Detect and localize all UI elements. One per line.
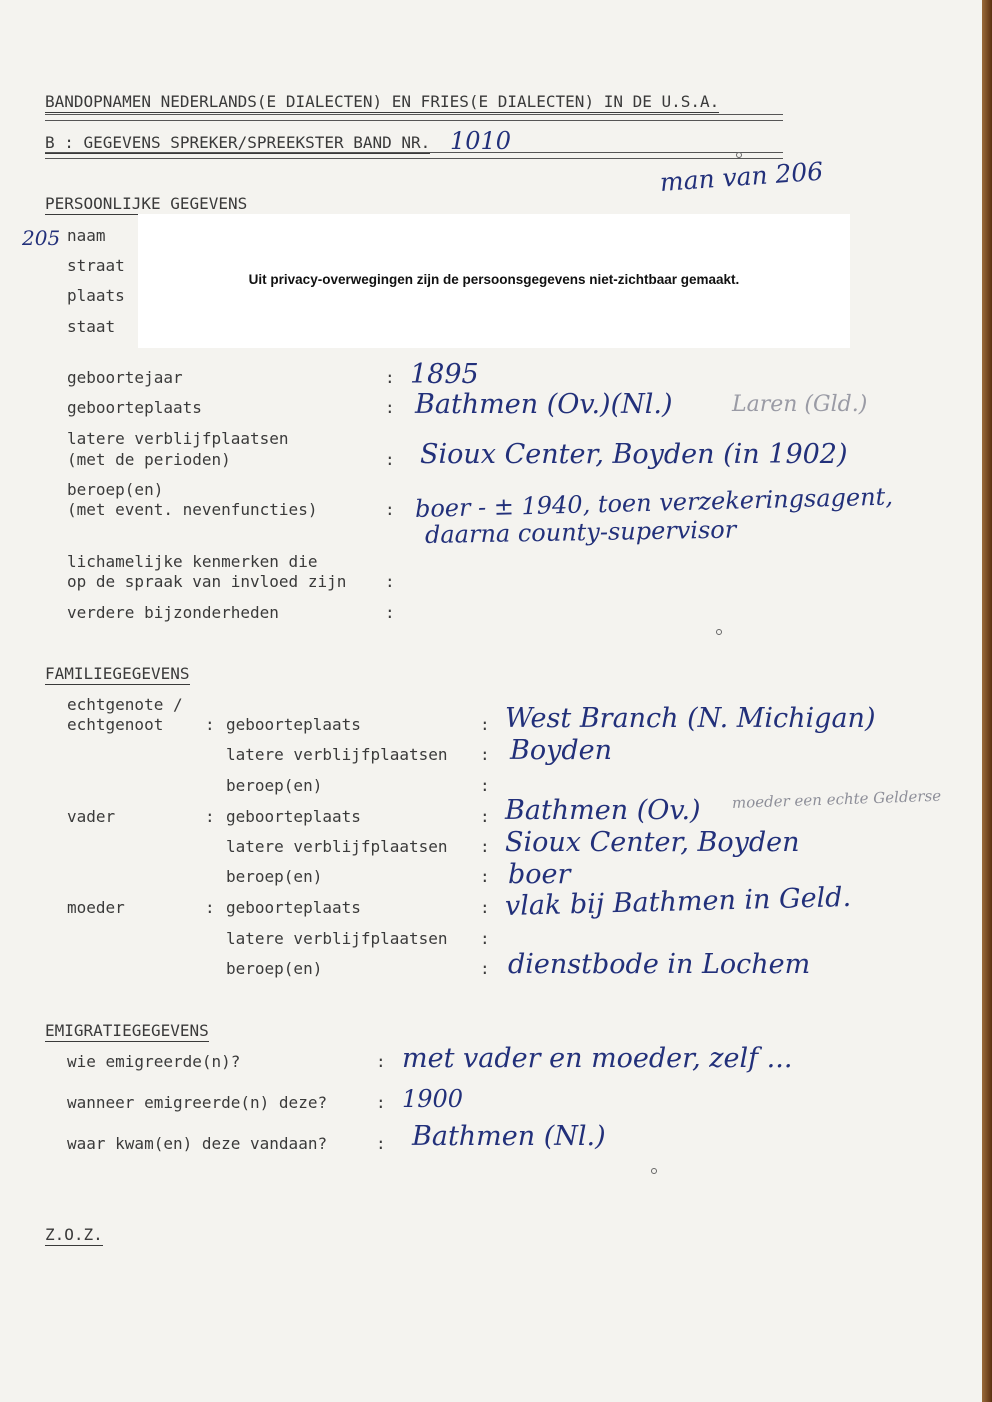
privacy-redaction-box [138, 214, 850, 348]
colon: : [385, 500, 395, 519]
colon: : [376, 1134, 386, 1153]
colon: : [385, 398, 395, 417]
label-waar: waar kwam(en) deze vandaan? [67, 1134, 328, 1153]
corner-handwritten-note: man van 206 [658, 156, 825, 197]
subtitle-double-rule [45, 152, 783, 159]
value-geboorteplaats-extra: Laren (Gld.) [732, 392, 868, 417]
value-vader-latere: Sioux Center, Boyden [505, 827, 800, 858]
footer-zoz [45, 1225, 103, 1245]
label-moeder-latere: latere verblijfplaatsen [226, 929, 448, 948]
label-vader-geboorteplaats: geboorteplaats [226, 807, 361, 826]
label-spouse-1: echtgenote / [67, 695, 183, 714]
value-beroep-2: daarna county-supervisor [424, 515, 737, 549]
label-wie: wie emigreerde(n)? [67, 1052, 241, 1071]
value-geboortejaar: 1895 [410, 359, 479, 390]
label-latere-2: (met de perioden) [67, 450, 231, 469]
colon: : [480, 715, 490, 734]
label-lichamelijk-1: lichamelijke kenmerken die [67, 552, 318, 571]
punch-mark [736, 152, 742, 158]
colon: : [385, 368, 395, 387]
label-beroep-1: beroep(en) [67, 480, 164, 499]
label-spouse-beroep: beroep(en) [226, 776, 323, 795]
value-waar: Bathmen (Nl.) [412, 1121, 606, 1152]
colon: : [376, 1093, 386, 1112]
label-moeder: moeder [67, 898, 125, 917]
label-plaats: plaats [67, 286, 125, 305]
value-wie: met vader en moeder, zelf ... [402, 1043, 793, 1074]
label-geboortejaar: geboortejaar [67, 368, 183, 387]
section-heading-emigration [45, 1021, 209, 1041]
value-vader-beroep: boer [508, 859, 571, 890]
value-moeder-geboorteplaats: vlak bij Bathmen in Geld. [504, 881, 852, 922]
label-vader-latere: latere verblijfplaatsen [226, 837, 448, 856]
section-heading-personal [45, 194, 247, 214]
value-vader-geboorteplaats: Bathmen (Ov.) [505, 795, 701, 826]
label-moeder-geboorteplaats: geboorteplaats [226, 898, 361, 917]
colon: : [480, 807, 490, 826]
privacy-notice: Uit privacy-overwegingen zijn de persoonsgegevens niet-zichtbaar gemaakt. [248, 272, 740, 287]
colon: : [385, 572, 395, 591]
value-geboorteplaats: Bathmen (Ov.)(Nl.) [415, 389, 673, 420]
family-heading-text: FAMILIEGEGEVENS [45, 664, 190, 683]
value-latere: Sioux Center, Boyden (in 1902) [420, 439, 848, 470]
paper-edge [982, 0, 992, 1402]
value-spouse-latere: Boyden [510, 735, 613, 766]
document-title [45, 92, 719, 112]
emigration-heading-text: EMIGRATIEGEGEVENS [45, 1021, 209, 1040]
value-wanneer: 1900 [402, 1085, 464, 1113]
margin-number: 205 [22, 226, 61, 250]
colon: : [480, 837, 490, 856]
colon: : [376, 1052, 386, 1071]
colon: : [385, 450, 395, 469]
punch-mark [716, 629, 722, 635]
value-beroep-1: boer - ± 1940, toen verzekeringsagent, [414, 482, 894, 523]
label-geboorteplaats: geboorteplaats [67, 398, 202, 417]
document-subtitle [45, 133, 430, 153]
value-vader-note: moeder een echte Gelderse [731, 786, 942, 812]
colon: : [480, 929, 490, 948]
label-beroep-2: (met event. nevenfuncties) [67, 500, 318, 519]
colon: : [480, 776, 490, 795]
value-moeder-beroep: dienstbode in Lochem [508, 949, 811, 980]
colon: : [205, 807, 215, 826]
label-latere-1: latere verblijfplaatsen [67, 429, 289, 448]
label-straat: straat [67, 256, 125, 275]
colon: : [385, 603, 395, 622]
subtitle-text: B : GEGEVENS SPREKER/SPREEKSTER BAND NR. [45, 133, 431, 152]
title-double-rule [45, 114, 783, 121]
label-naam: naam [67, 226, 106, 245]
band-number: 1010 [450, 127, 512, 155]
value-spouse-geboorteplaats: West Branch (N. Michigan) [505, 703, 876, 734]
punch-mark [651, 1168, 657, 1174]
colon: : [480, 898, 490, 917]
label-moeder-beroep: beroep(en) [226, 959, 323, 978]
zoz-text: Z.O.Z. [45, 1225, 103, 1244]
colon: : [480, 959, 490, 978]
label-spouse-2: echtgenoot [67, 715, 164, 734]
label-staat: staat [67, 317, 116, 336]
label-vader: vader [67, 807, 116, 826]
colon: : [205, 715, 215, 734]
label-lichamelijk-2: op de spraak van invloed zijn [67, 572, 347, 591]
label-verdere: verdere bijzonderheden [67, 603, 279, 622]
colon: : [480, 867, 490, 886]
colon: : [205, 898, 215, 917]
label-wanneer: wanneer emigreerde(n) deze? [67, 1093, 328, 1112]
label-spouse-geboorteplaats: geboorteplaats [226, 715, 361, 734]
label-vader-beroep: beroep(en) [226, 867, 323, 886]
label-spouse-latere: latere verblijfplaatsen [226, 745, 448, 764]
section-heading-family [45, 664, 190, 684]
colon: : [480, 745, 490, 764]
document-title-text: BANDOPNAMEN NEDERLANDS(E DIALECTEN) EN FRIES(E DIALECTEN) IN DE U.S.A. [45, 92, 720, 111]
personal-heading-text: PERSOONLIJKE GEGEVENS [45, 194, 248, 213]
